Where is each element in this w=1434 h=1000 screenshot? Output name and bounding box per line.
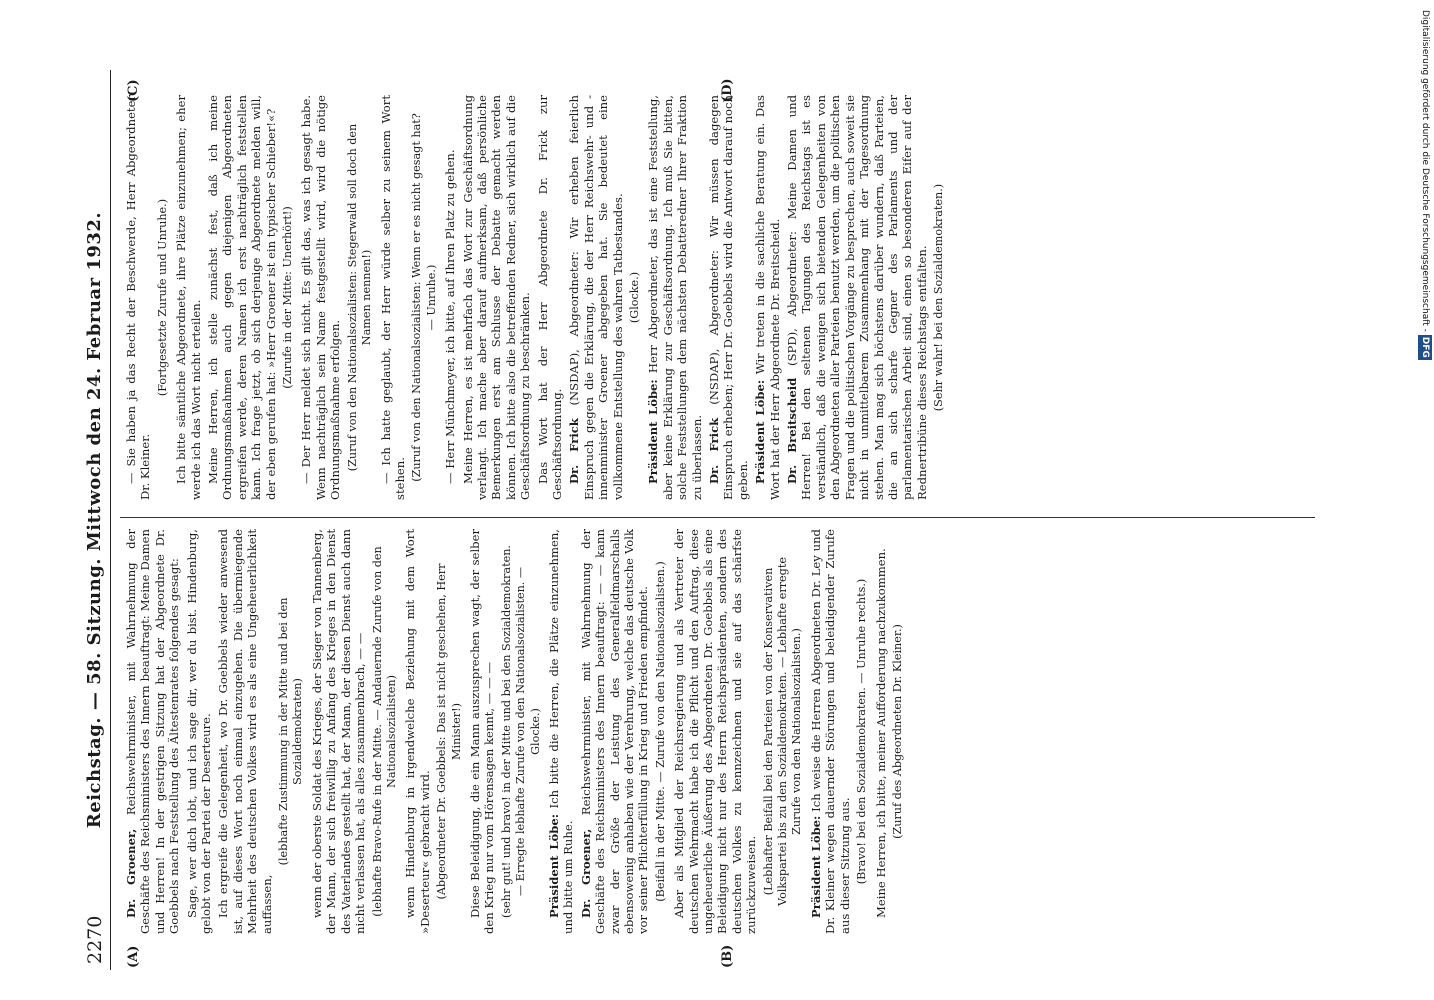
speech-paragraph: [206, 95, 278, 500]
paragraph-text: wenn der oberste Soldat des Krieges, der Sieger von Tannenberg, der Mann, der sich freiwillig zu Anfang des Krieges in den Dienst des Vaterlandes gestellt hat, der Mann, der diesen Dienst auch dann nicht verlassen hat, als alles zusammenbrach, — —: [309, 529, 368, 934]
paragraph-text: (NSDAP), Abgeordneter: Wir erheben feierlich Einspruch gegen die Erklärung, die der Herr Reichswehr- und -innenminister Groener abgegeben hat. Sie bedeutet eine vollkommene Entstellung des wahren Tatbestandes.: [567, 95, 625, 500]
speech-paragraph: [646, 95, 704, 500]
speech-paragraph: [216, 529, 274, 934]
paragraph-text: (NSDAP), Abgeordneter: Wir müssen dagegen Einspruch erheben; Herr Dr. Goebbels wird die Antwort darauf noch geben.: [707, 95, 750, 500]
speech-paragraph: [809, 529, 852, 934]
interjection: [281, 95, 295, 500]
paragraph-text: Reichswehrminister, mit Wahrnehmung der Geschäfte des Reichsministers des Innern beauftragt: Meine Damen und Herren! In der gestrigen Sitzung hat der Abgeordnete Dr. Goebbels nach Feststellung des Ältestenrates folgendes gesagt:: [124, 529, 182, 934]
interjection: [156, 95, 170, 500]
speech-paragraph: [124, 95, 153, 500]
speech-paragraph: [874, 529, 888, 934]
speaker-name: Dr. Groener,: [578, 828, 593, 918]
speech-paragraph: [468, 529, 497, 934]
speech-paragraph: [174, 95, 203, 500]
speech-paragraph: [403, 529, 432, 934]
speaker-name: Präsident Löbe:: [546, 813, 561, 918]
paragraph-text: wenn Hindenburg in irgendwelche Beziehung mit dem Wort »Deserteur« gebracht wird.: [403, 529, 432, 934]
interjection: [628, 95, 642, 500]
side-note: [1418, 10, 1432, 710]
paragraph-text: (Zurufe in der Mitte: Unerhört!): [281, 206, 295, 389]
paragraph-text: (Zuruf von den Nationalsozialisten: Wenn er es nicht gesagt hat? — Unruhe.): [410, 113, 438, 482]
speech-paragraph: [124, 529, 182, 934]
left-column: [124, 529, 1314, 934]
speech-paragraph: [753, 95, 782, 500]
paragraph-text: (SPD), Abgeordneter: Meine Damen und Herren! Bei den seltenen Tagungen des Reichstags ist es verständlich, daß die wenigen sich bietenden Gelegenheiten von den Abgeordneten aller Parteien benutzt werden, um die politischen Fragen und die politischen Vorgänge zu besprechen, auch soweit sie nicht in unmittelbarem Zusammenhang mit der Tagesordnung stehen. Man mag sich höchstens darüber wundern, daß Parteien, die an sich scharfe Gegner des Parlaments und der parlamentarischen Arbeit sind, einen so besonderen Eifer auf der Rednertribüne dieses Reichstags entfalten.: [785, 95, 929, 500]
paragraph-text: Sage, wer dich lobt, und ich sage dir, wer du bist. Hindenburg, gelobt von der Partei der Deserteure.: [184, 529, 214, 934]
interjection: [346, 95, 375, 500]
speech-paragraph: [379, 95, 408, 500]
speech-paragraph: [785, 95, 929, 500]
interjection: [654, 529, 668, 934]
side-note-text: Digitalisierung gefördert durch die Deutsche Forschungsgemeinschaft -: [1420, 10, 1430, 332]
margin-mark-c: (C): [126, 79, 141, 102]
paragraph-text: (Glocke.): [628, 271, 641, 324]
paragraph-text: Aber als Mitglied der Reichsregierung und als Vertreter der deutschen Wehrmacht habe ich die Pflicht und den Auftrag, diese ungeheuerliche Äußerung des Abgeordneten Dr. Goebbels als eine Beleidigung nicht nur des Herrn Reichspräsidenten, sondern des deutschen Volkes zu kennzeichnen und sie auf das schärfste zurückzuweisen.: [672, 529, 759, 934]
speech-paragraph: [547, 529, 576, 934]
speech-paragraph: [707, 95, 750, 500]
speaker-name: Präsident Löbe:: [753, 379, 768, 484]
speech-paragraph: [299, 95, 342, 500]
column-divider: [120, 517, 1315, 518]
margin-mark-a: (A): [126, 945, 141, 968]
paragraph-text: Diese Beleidigung, die ein Mann auszusprechen wagt, der selber den Krieg nur vom Hörensagen kennt, — — —: [467, 529, 497, 934]
dfg-logo: DFG: [1420, 336, 1430, 358]
paragraph-text: — Herr Münchmeyer, ich bitte, auf Ihren Platz zu gehen.: [443, 149, 458, 484]
page-header: [80, 70, 111, 970]
speech-paragraph: [579, 529, 651, 934]
paragraph-text: (Lebhafter Beifall bei den Parteien von der Konservativen Volkspartei bis zu den Sozialdemokraten. — Lebhafte erregte Zurufe von den Nationalsozialisten.): [761, 557, 804, 906]
speaker-name: Präsident Löbe:: [808, 815, 823, 918]
paragraph-text: Wir treten in die sachliche Beratung ein. Das Wort hat der Herr Abgeordnete Dr. Breitscheid.: [753, 95, 782, 500]
speaker-name: Dr. Frick: [707, 417, 722, 484]
interjection: [932, 95, 946, 500]
interjection: [371, 529, 400, 934]
interjection: [762, 529, 805, 934]
speaker-name: Präsident Löbe:: [646, 379, 661, 484]
margin-mark-d: (D): [720, 78, 735, 102]
side-note-line: [1418, 10, 1432, 710]
paragraph-text: Reichswehrminister, mit Wahrnehmung der Geschäfte des Reichsministers des Innern beauftragt: — — kann zwar der Größe der Leistung des Generalfeldmarschalls ebensowenig anhaben wie der Verehrung, welche das deutsche Volk vor seiner Pflichterfüllung in Krieg und Frieden empfindet.: [578, 529, 651, 934]
paragraph-text: Herr Abgeordneter, das ist eine Feststellung, aber keine Erklärung zur Geschäftsordnung. Ich muß Sie bitten, solche Feststellungen dem nächsten Debatteredner Ihrer Fraktion zu überlassen.: [646, 95, 704, 500]
interjection: [891, 529, 905, 934]
paragraph-text: (Zuruf des Abgeordneten Dr. Kleiner.): [890, 624, 904, 839]
speech-paragraph: [443, 95, 457, 500]
interjection: [855, 529, 869, 934]
speech-paragraph: [185, 529, 214, 934]
paragraph-text: (lebhafte Bravo-Rufe in der Mitte. — Andauernde Zurufe von den Nationalsozialisten): [370, 546, 398, 917]
margin-mark-b: (B): [720, 944, 735, 968]
interjection: [500, 529, 543, 934]
paragraph-text: (sehr gut! und bravo! in der Mitte und bei den Sozialdemokraten. — Erregte lebhafte Zurufe von den Nationalsozialisten. — Glocke.): [499, 545, 542, 918]
paragraph-text: (Fortgesetzte Zurufe und Unruhe.): [155, 198, 169, 397]
speaker-name: Dr. Breitscheid: [785, 377, 800, 484]
paragraph-text: — Ich hatte geglaubt, der Herr würde selber zu seinem Wort stehen.: [378, 95, 407, 500]
paragraph-text: (Abgeordneter Dr. Goebbels: Das ist nicht geschehen, Herr Minister!): [435, 563, 463, 900]
paragraph-text: (Zuruf von den Nationalsozialisten: Stegerwald soll doch den Namen nennen!): [345, 123, 374, 472]
paragraph-text: — Der Herr meldet sich nicht. Es gilt das, was ich gesagt habe. Wenn nachträglich sein Name festgestellt wird, wird die nötige Ordnungsmaßnahme erfolgen.: [299, 95, 343, 500]
paragraph-text: Meine Herren, es ist mehrfach das Wort zur Geschäftsordnung verlangt. Ich mache aber darauf aufmerksam, daß persönliche Bemerkungen erst am Schlusse der Debatte gemacht werden können. Ich bitte also die betreffenden Redner, sich wirklich auf die Geschäftsordnung zu beschränken.: [460, 95, 533, 500]
page-number: 2270: [84, 915, 106, 964]
right-column: [124, 95, 1314, 500]
paragraph-text: (Bravo! bei den Sozialdemokraten. — Unruhe rechts.): [855, 578, 869, 885]
paragraph-text: Ich weise die Herren Abgeordneten Dr. Ley und Dr. Kleiner wegen dauernder Störungen und beleidigender Zurufe aus dieser Sitzung aus.: [808, 529, 852, 934]
paragraph-text: Ich ergreife die Gelegenheit, wo Dr. Goebbels wieder anwesend ist, auf dieses Wort noch einmal einzugehen. Die übermiegende Mehrheit des deutschen Volkes wird es als eine Ungeheuerlichkeit auffassen,: [216, 529, 274, 934]
running-head: Reichstag. — 58. Sitzung. Mittwoch den 24. Februar 1932.: [84, 211, 105, 829]
speech-paragraph: [536, 95, 565, 500]
interjection: [277, 529, 306, 934]
paragraph-text: (Beifall in der Mitte. — Zurufe von den Nationalsozialisten.): [653, 561, 667, 902]
paragraph-text: (lebhafte Zustimmung in der Mitte und bei den Sozialdemokraten): [277, 597, 305, 866]
speaker-name: Dr. Frick: [567, 418, 582, 484]
speech-paragraph: [672, 529, 758, 934]
paragraph-text: Ich bitte die Herren, die Plätze einzunehmen, und bitte um Ruhe.: [546, 529, 576, 934]
interjection: [435, 529, 464, 934]
rotated-page: [80, 70, 1330, 970]
paragraph-text: Ich bitte sämtliche Abgeordnete, ihre Plätze einzunehmen; eher werde ich das Wort nicht erteilen.: [174, 95, 203, 500]
interjection: [410, 95, 439, 500]
speech-paragraph: [567, 95, 625, 500]
speech-paragraph: [310, 529, 368, 934]
paragraph-text: Meine Herren, ich stelle zunächst fest, daß ich meine Ordnungsmaßnahmen auch gegen diejenigen Abgeordneten ergreifen werde, deren Namen ich erst nachträglich feststellen kann. Ich frage jetzt, ob sich derjenige Abgeordnete melden will, der eben gerufen hat: »Herr Groener ist ein typischer Schieber!«?: [206, 95, 278, 500]
paragraph-text: Das Wort hat der Herr Abgeordnete Dr. Frick zur Geschäftsordnung.: [535, 95, 564, 500]
paragraph-text: (Sehr wahr! bei den Sozialdemokraten.): [932, 183, 946, 412]
paragraph-text: — Sie haben ja das Recht der Beschwerde, Herr Abgeordneter Dr. Kleiner.: [124, 95, 153, 500]
paragraph-text: Meine Herren, ich bitte, meiner Aufforderung nachzukommen.: [873, 548, 888, 918]
speaker-name: Dr. Groener,: [124, 828, 138, 918]
speech-paragraph: [461, 95, 533, 500]
